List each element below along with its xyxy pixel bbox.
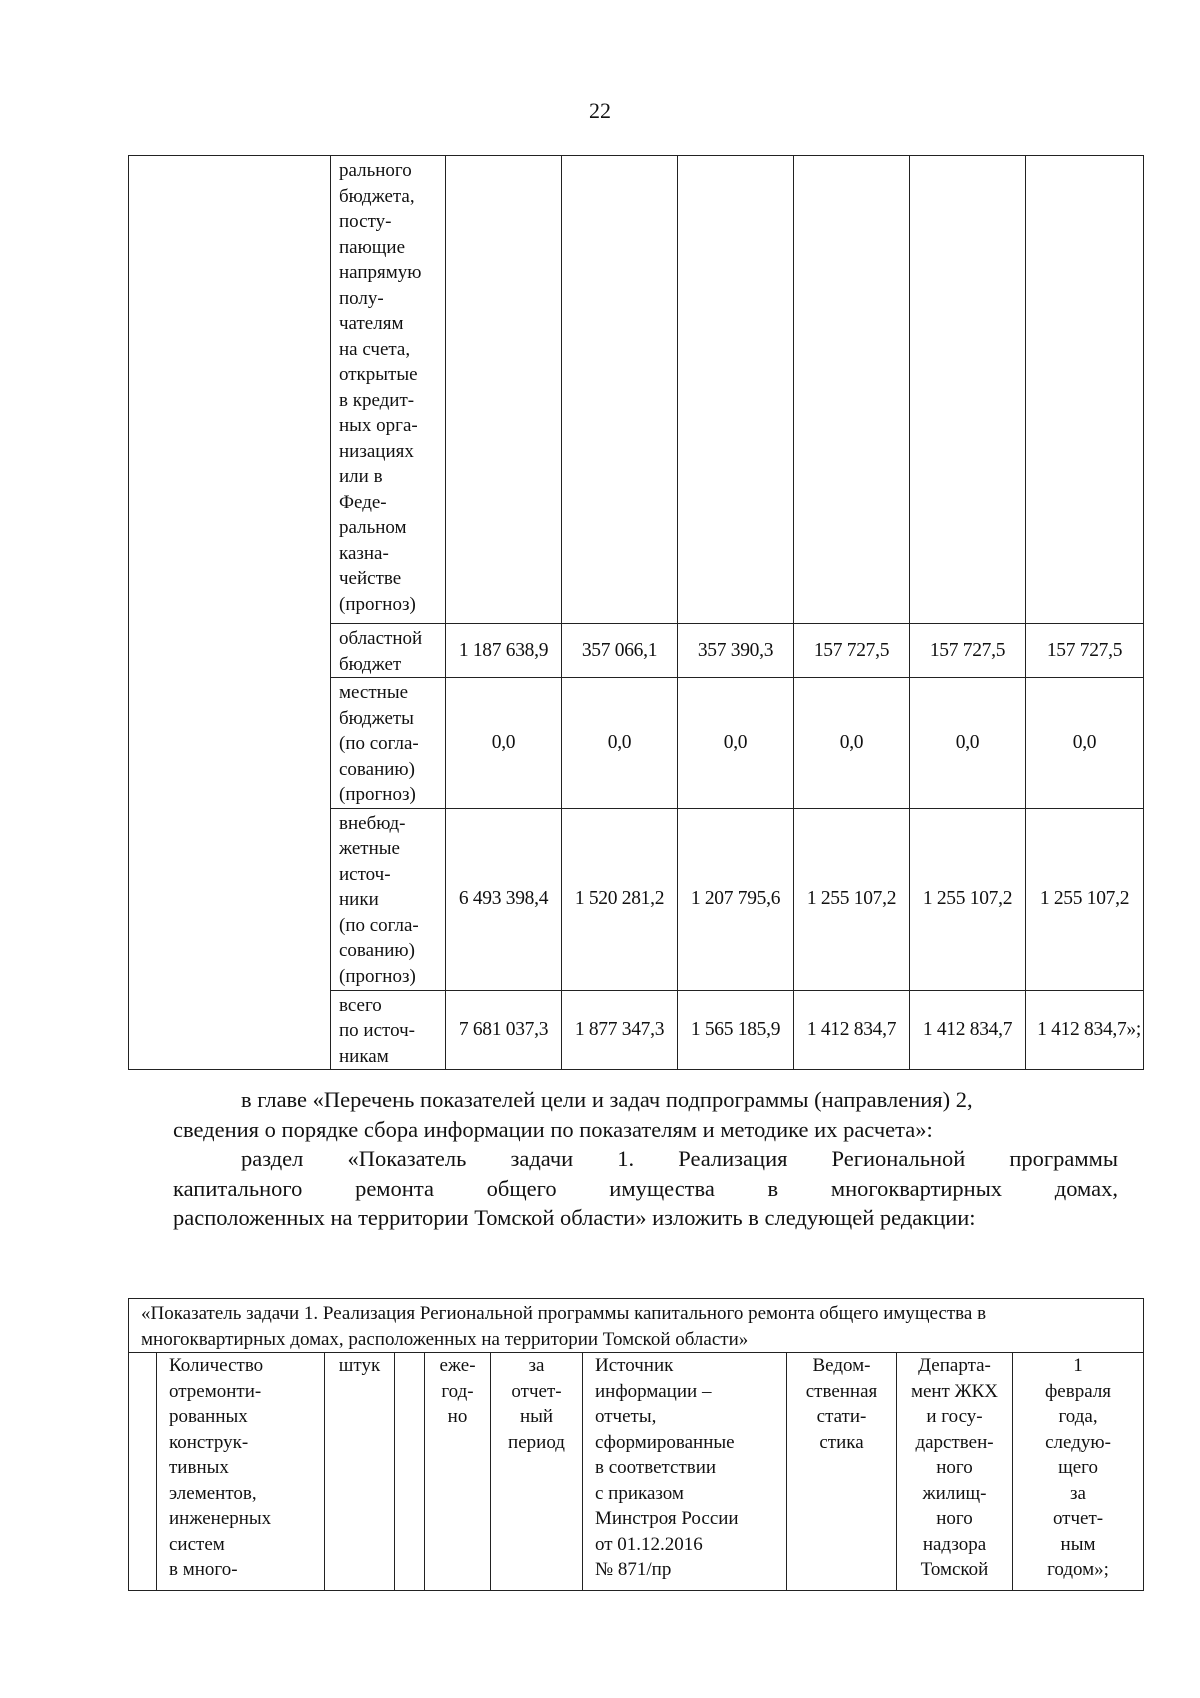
value-cell: 1 520 281,2 bbox=[562, 808, 678, 990]
value-cell: 1 255 107,2 bbox=[794, 808, 910, 990]
paragraph-line: в главе «Перечень показателей цели и задач подпрограммы (направления) 2, bbox=[241, 1087, 973, 1112]
table-header-row bbox=[129, 1299, 1144, 1353]
table-cell: 1 февраля года, следую- щего за отчет- ным годом»; bbox=[1013, 1353, 1144, 1591]
table-cell bbox=[395, 1353, 425, 1591]
table-cell: штук bbox=[325, 1353, 395, 1591]
row-label: всего по источ- никам bbox=[331, 990, 446, 1070]
table-cell: Количество отремонти- рованных конструк- тивных элементов, инженерных систем в много- bbox=[157, 1353, 325, 1591]
indicator-table bbox=[128, 1298, 1144, 1591]
budget-table bbox=[128, 155, 1144, 1070]
row-label: рального бюджета, посту- пающие напрямую полу- чателям на счета, открытые в кредит- ных орга- низациях или в Феде- ральном казна- чействе (прогноз) bbox=[331, 156, 446, 624]
value-cell: 1 255 107,2 bbox=[910, 808, 1026, 990]
row-label: внебюд- жетные источ- ники (по согла- сованию) (прогноз) bbox=[331, 808, 446, 990]
table-cell: за отчет- ный период bbox=[491, 1353, 583, 1591]
table-row bbox=[129, 156, 1144, 624]
value-cell: 1 412 834,7»; bbox=[1026, 990, 1144, 1070]
body-text bbox=[173, 1085, 1118, 1233]
value-cell: 0,0 bbox=[562, 678, 678, 809]
table-cell: еже- год- но bbox=[425, 1353, 491, 1591]
empty-merged-cell bbox=[129, 156, 331, 1070]
table-cell: Департа- мент ЖКХ и госу- дарствен- ного жилищ- ного надзора Томской bbox=[897, 1353, 1013, 1591]
value-cell: 0,0 bbox=[794, 678, 910, 809]
value-cell: 157 727,5 bbox=[1026, 624, 1144, 678]
value-cell: 1 255 107,2 bbox=[1026, 808, 1144, 990]
value-cell: 0,0 bbox=[1026, 678, 1144, 809]
value-cell: 357 066,1 bbox=[562, 624, 678, 678]
table-caption: «Показатель задачи 1. Реализация Региональной программы капитального ремонта общего имущества в многоквартирных домах, расположенных на территории Томской области» bbox=[129, 1299, 1144, 1353]
value-cell: 0,0 bbox=[678, 678, 794, 809]
value-cell: 6 493 398,4 bbox=[446, 808, 562, 990]
value-cell: 7 681 037,3 bbox=[446, 990, 562, 1070]
paragraph-line: сведения о порядке сбора информации по показателям и методике их расчета»: bbox=[173, 1116, 933, 1142]
value-cell: 1 187 638,9 bbox=[446, 624, 562, 678]
paragraph-line: раздел «Показатель задачи 1. Реализация Региональной программы bbox=[241, 1146, 1118, 1171]
value-cell: 157 727,5 bbox=[794, 624, 910, 678]
value-cell: 1 877 347,3 bbox=[562, 990, 678, 1070]
page-number: 22 bbox=[589, 98, 611, 123]
paragraph-line: капитального ремонта общего имущества в многоквартирных домах, bbox=[173, 1175, 1118, 1201]
row-label: местные бюджеты (по согла- сованию) (прогноз) bbox=[331, 678, 446, 809]
table-cell: Ведом- ственная стати- стика bbox=[787, 1353, 897, 1591]
value-cell: 0,0 bbox=[446, 678, 562, 809]
value-cell: 0,0 bbox=[910, 678, 1026, 809]
table-cell bbox=[129, 1353, 157, 1591]
paragraph-line: расположенных на территории Томской области» изложить в следующей редакции: bbox=[173, 1205, 976, 1230]
table-cell: Источник информации – отчеты, сформированные в соответствии с приказом Минстроя России от 01.12.2016 № 871/пр bbox=[583, 1353, 787, 1591]
value-cell: 357 390,3 bbox=[678, 624, 794, 678]
value-cell: 1 412 834,7 bbox=[910, 990, 1026, 1070]
value-cell: 1 207 795,6 bbox=[678, 808, 794, 990]
value-cell: 1 565 185,9 bbox=[678, 990, 794, 1070]
value-cell: 157 727,5 bbox=[910, 624, 1026, 678]
table-row bbox=[129, 1353, 1144, 1591]
row-label: областной бюджет bbox=[331, 624, 446, 678]
value-cell: 1 412 834,7 bbox=[794, 990, 910, 1070]
